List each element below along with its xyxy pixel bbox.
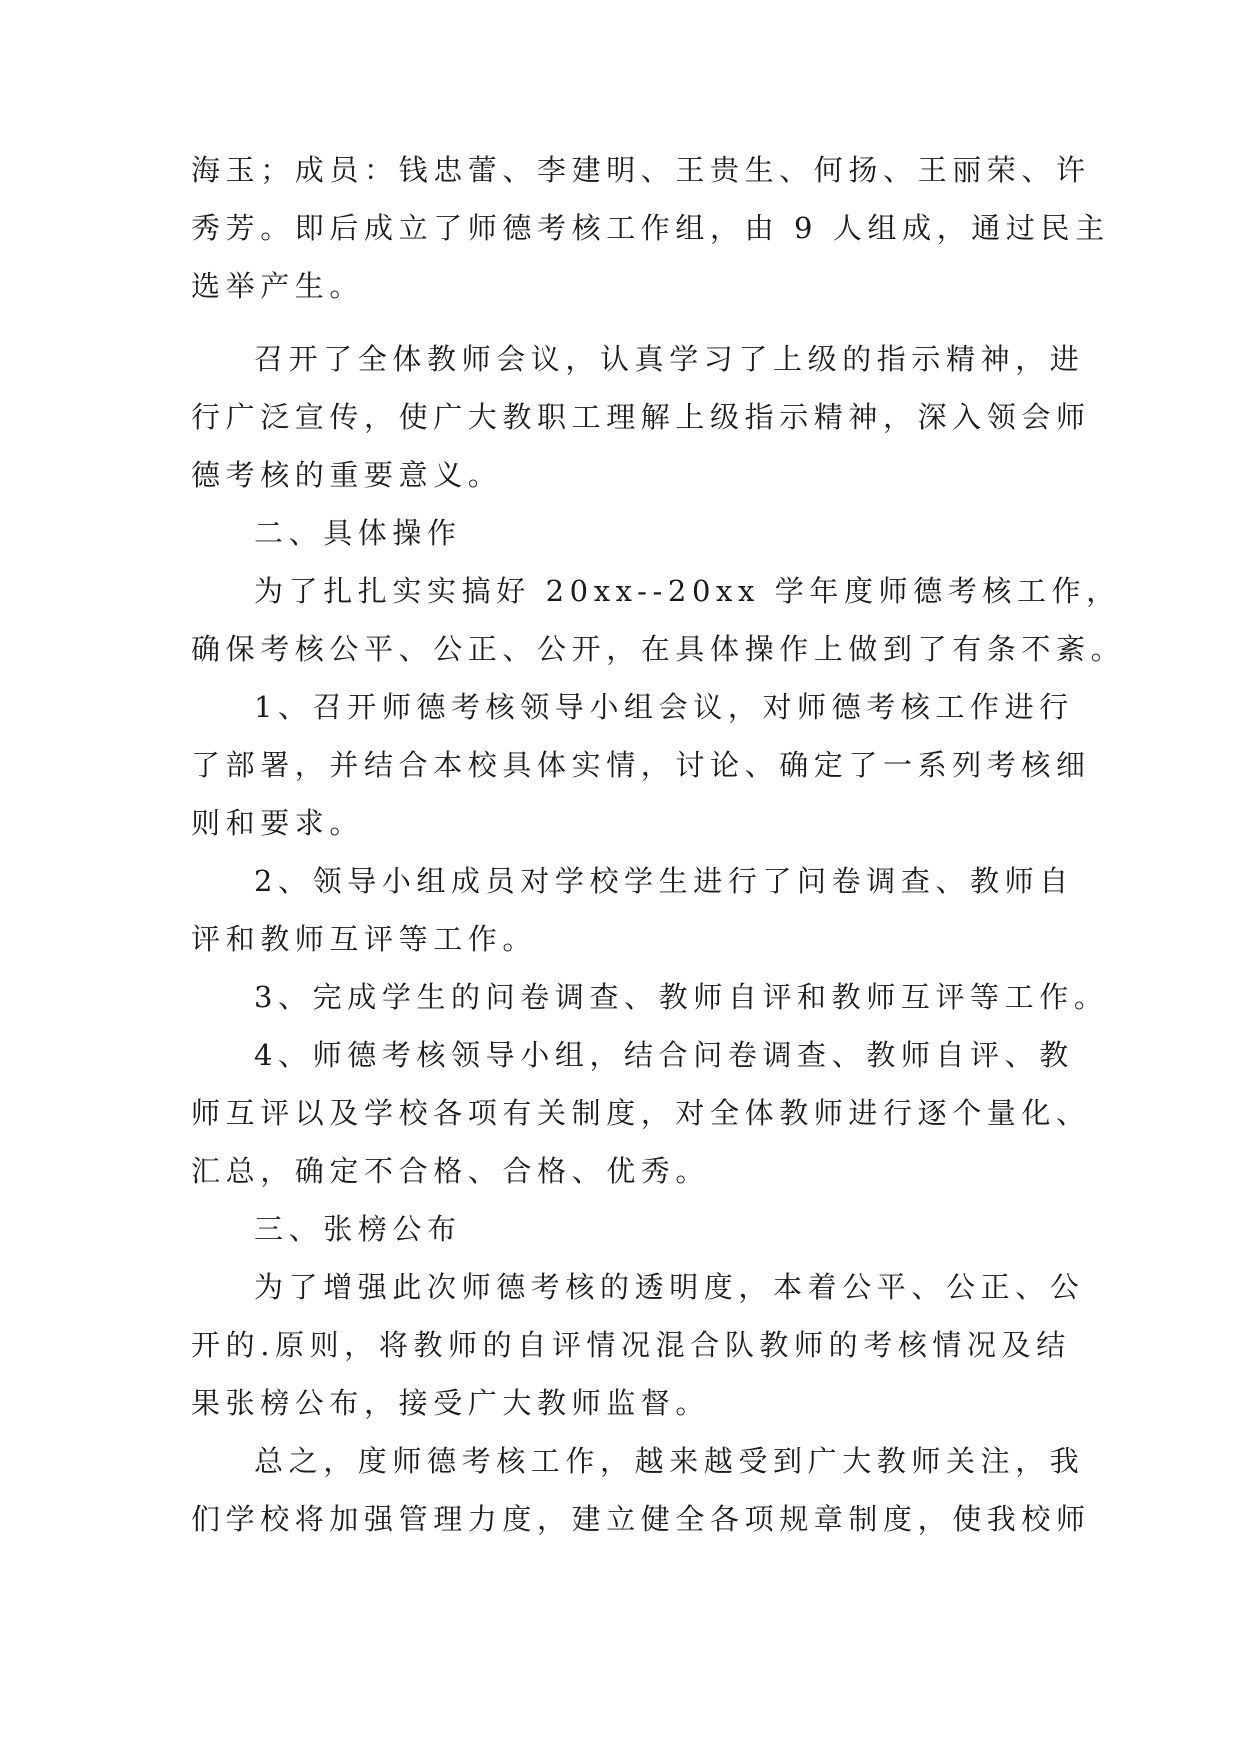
text-line: 师互评以及学校各项有关制度，对全体教师进行逐个量化、	[191, 1096, 1091, 1130]
text-line: 4、师德考核领导小组，结合问卷调查、教师自评、教	[254, 1038, 1074, 1072]
text-line: 总之，度师德考核工作，越来越受到广大教师关注，我	[254, 1444, 1085, 1478]
text-line: 评和教师互评等工作。	[191, 922, 538, 956]
section-heading: 三、张榜公布	[254, 1212, 462, 1246]
text-line: 了部署，并结合本校具体实情，讨论、确定了一系列考核细	[191, 748, 1091, 782]
text-line: 果张榜公布，接受广大教师监督。	[191, 1386, 711, 1420]
text-line: 确保考核公平、公正、公开，在具体操作上做到了有条不紊。	[191, 632, 1126, 666]
text-line: 海玉；成员：钱忠蕾、李建明、王贵生、何扬、王丽荣、许	[191, 153, 1091, 187]
text-line: 开的.原则，将教师的自评情况混合队教师的考核情况及结	[191, 1328, 1071, 1362]
text-line: 为了增强此次师德考核的透明度，本着公平、公正、公	[254, 1270, 1085, 1304]
text-line: 则和要求。	[191, 806, 365, 840]
text-line: 召开了全体教师会议，认真学习了上级的指示精神，进	[254, 342, 1085, 376]
text-line: 秀芳。即后成立了师德考核工作组，由 9 人组成，通过民主	[191, 211, 1110, 245]
text-line: 汇总，确定不合格、合格、优秀。	[191, 1154, 711, 1188]
text-line: 1、召开师德考核领导小组会议，对师德考核工作进行	[254, 690, 1074, 724]
text-line: 行广泛宣传，使广大教职工理解上级指示精神，深入领会师	[191, 400, 1091, 434]
text-line: 德考核的重要意义。	[191, 458, 503, 492]
text-line: 3、完成学生的问卷调查、教师自评和教师互评等工作。	[254, 980, 1109, 1014]
section-heading: 二、具体操作	[254, 516, 462, 550]
text-line: 2、领导小组成员对学校学生进行了问卷调查、教师自	[254, 864, 1074, 898]
text-line: 们学校将加强管理力度，建立健全各项规章制度，使我校师	[191, 1502, 1091, 1536]
text-line: 选举产生。	[191, 269, 365, 303]
text-line: 为了扎扎实实搞好 20xx--20xx 学年度师德考核工作，	[254, 574, 1121, 608]
